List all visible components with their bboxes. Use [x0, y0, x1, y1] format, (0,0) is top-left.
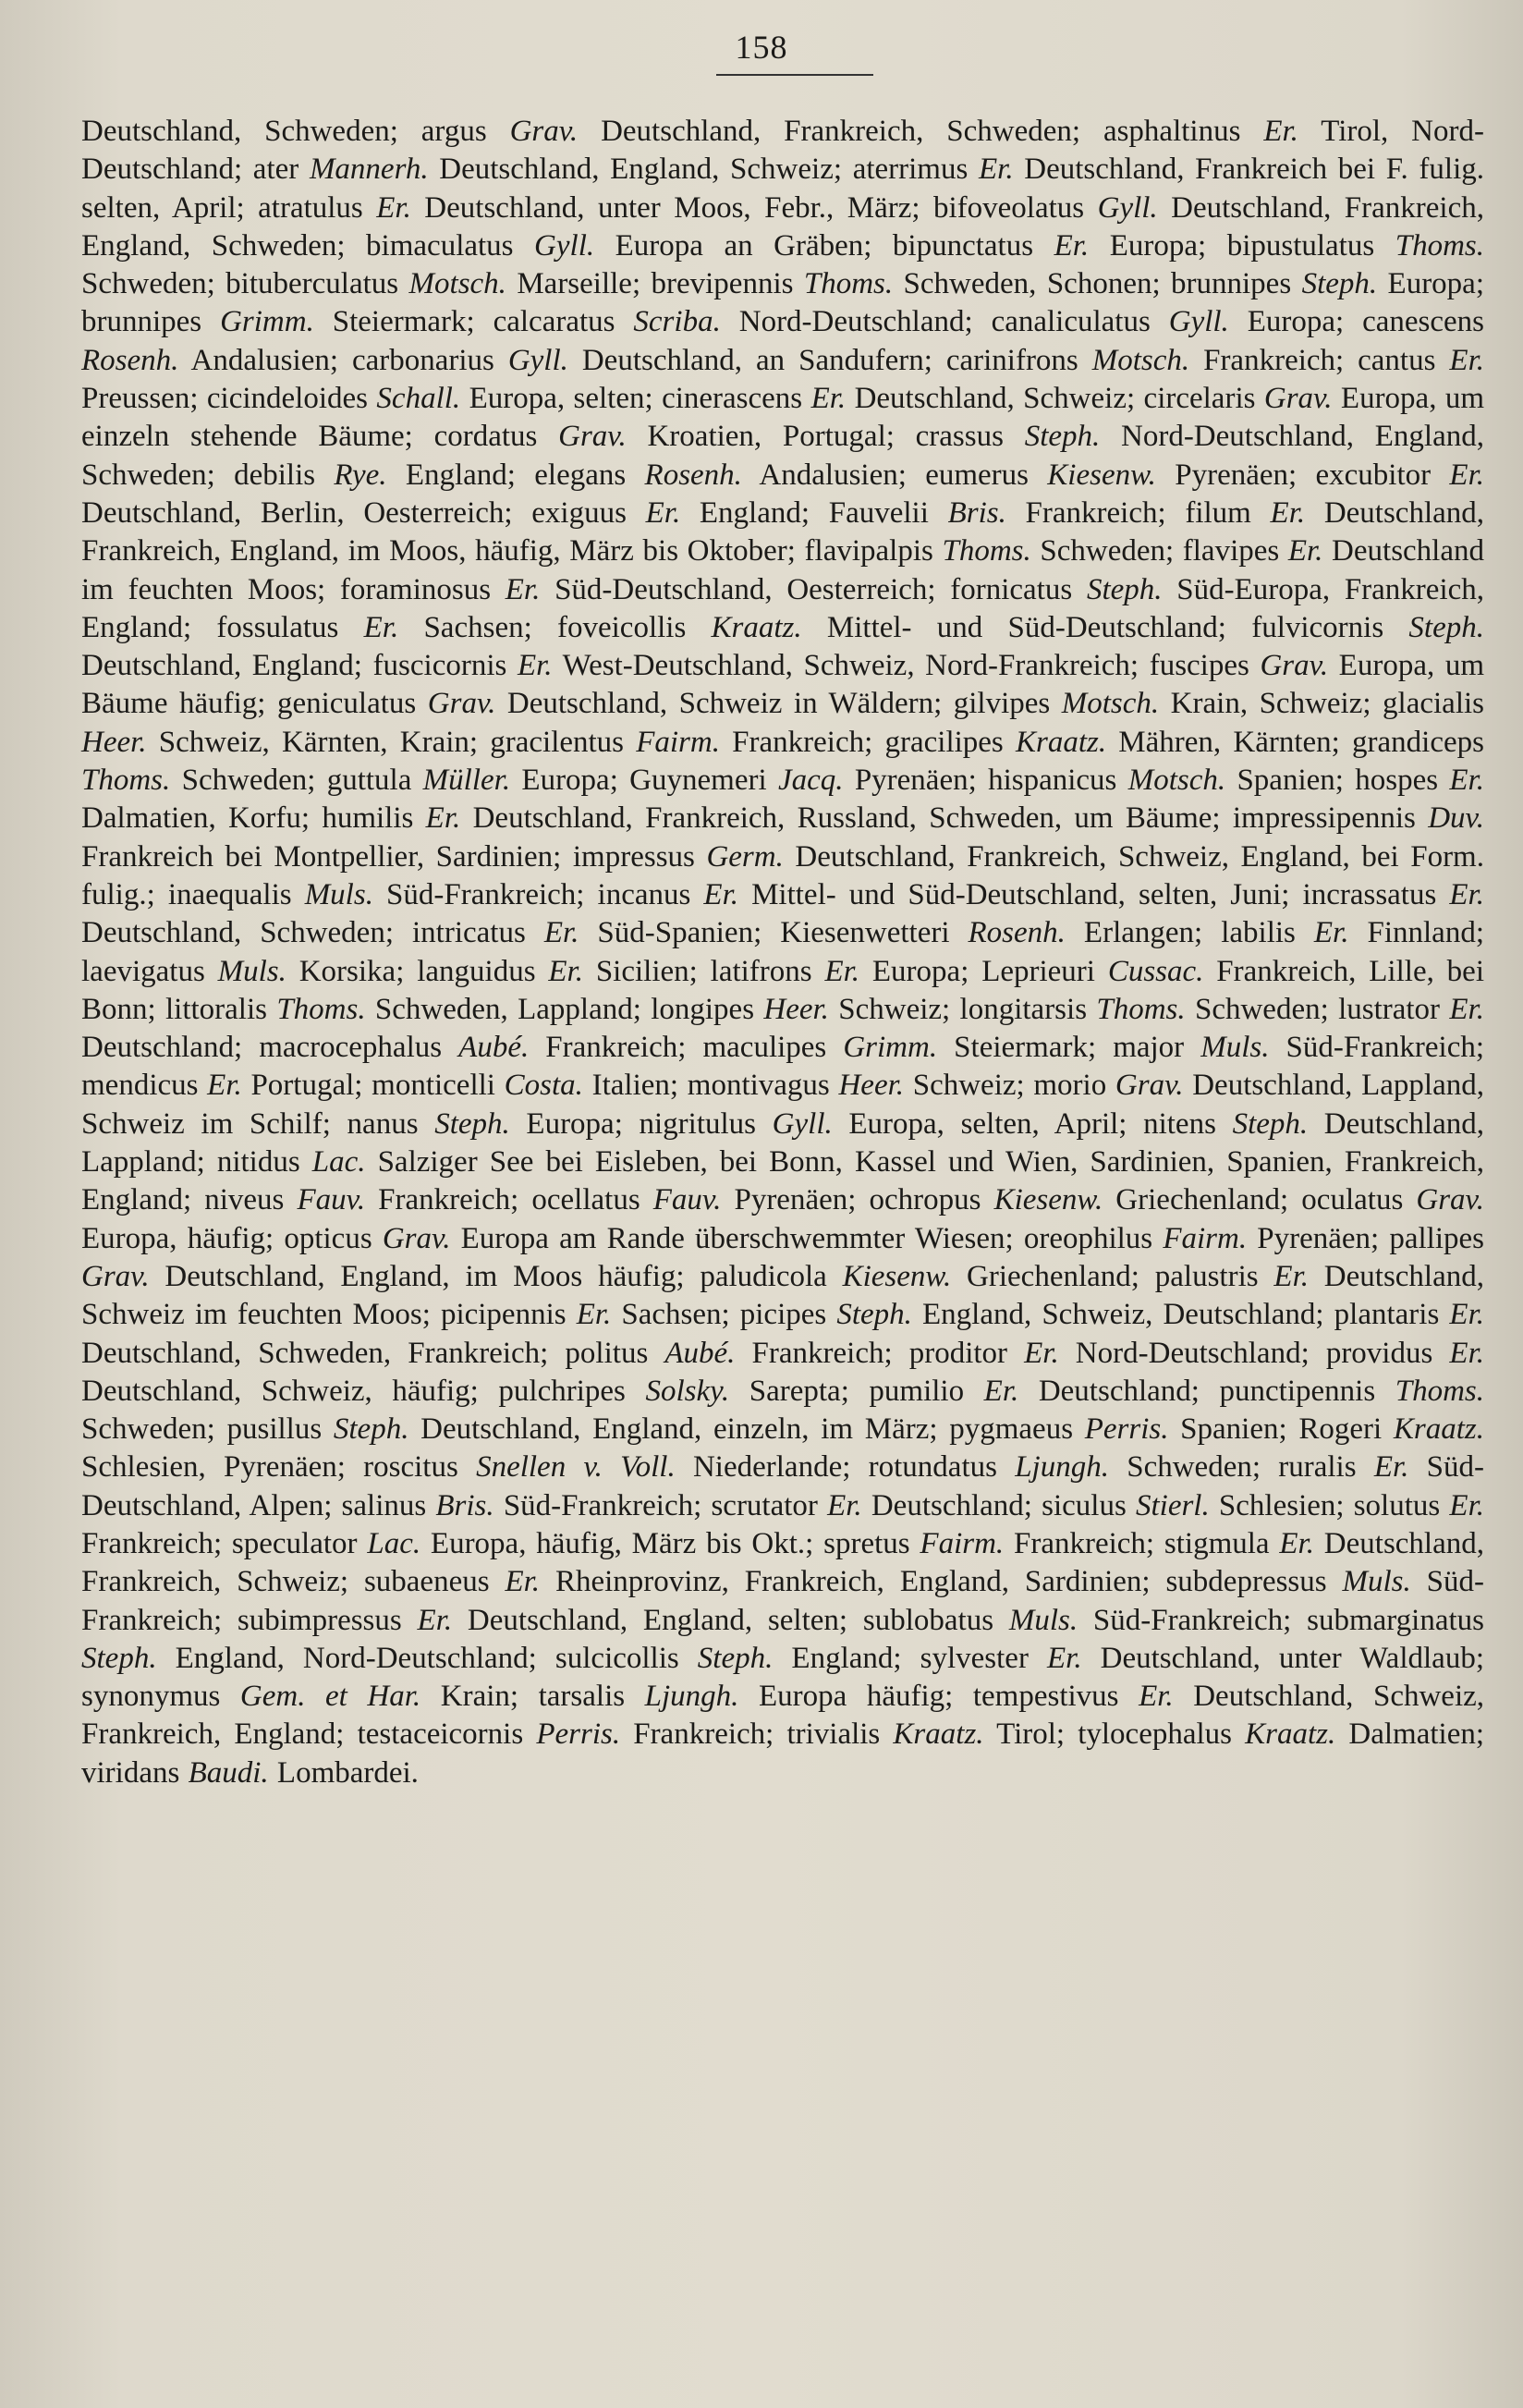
- species-entry-text: Frankreich; gracilipes: [719, 725, 1016, 759]
- author-abbreviation: Grav.: [1260, 649, 1329, 683]
- author-abbreviation: Lac.: [311, 1145, 366, 1180]
- author-abbreviation: Grav.: [1263, 382, 1333, 416]
- species-entry-text: Finnland; laevigatus: [81, 916, 1484, 988]
- species-entry-text: Erlangen; labilis: [1065, 916, 1314, 950]
- author-abbreviation: Steph.: [81, 1641, 157, 1675]
- author-abbreviation: Fairm.: [920, 1526, 1005, 1560]
- species-entry-text: Europa an Gräben; bipunctatus: [594, 228, 1054, 263]
- species-entry-text: Spanien; Rogeri: [1168, 1412, 1394, 1447]
- author-abbreviation: Gyll.: [1168, 305, 1229, 339]
- author-abbreviation: Motsch.: [1061, 687, 1160, 721]
- species-entry-text: Frankreich; ocellatus: [365, 1183, 653, 1217]
- author-abbreviation: Er.: [827, 1488, 862, 1522]
- species-entry-text: Andalusien; eumerus: [741, 458, 1048, 492]
- species-entry-text: Italien; montivagus: [582, 1069, 839, 1103]
- author-abbreviation: Er.: [1449, 764, 1484, 798]
- species-entry-text: Deutschland, Schweiz, häufig; pulchripes: [81, 1374, 646, 1408]
- author-abbreviation: Er.: [543, 916, 579, 950]
- author-abbreviation: Er.: [1024, 1336, 1059, 1370]
- species-entry-text: Rheinprovinz, Frankreich, England, Sardinien; subdepressus: [540, 1565, 1343, 1599]
- species-entry-text: Schweden; ruralis: [1108, 1450, 1374, 1485]
- species-entry-text: Nord-Deutschland; providus: [1058, 1336, 1450, 1370]
- author-abbreviation: Er.: [1273, 1259, 1309, 1293]
- species-entry-text: Mähren, Kärnten; grandiceps: [1106, 725, 1484, 759]
- author-abbreviation: Er.: [363, 610, 399, 644]
- species-entry-text: Griechenland; palustris: [951, 1259, 1274, 1293]
- species-entry-text: Griechenland; oculatus: [1103, 1183, 1417, 1217]
- species-entry-text: Deutschland, England; fuscicornis: [81, 649, 518, 683]
- species-entry-text: Europa; Guynemeri: [510, 764, 778, 798]
- author-abbreviation: Mannerh.: [309, 153, 429, 187]
- species-entry-text: Marseille; brevipennis: [506, 267, 804, 301]
- author-abbreviation: Er.: [1047, 1641, 1082, 1675]
- species-entry-text: England; sylvester: [773, 1641, 1047, 1675]
- author-abbreviation: Aubé.: [458, 1031, 530, 1065]
- species-entry-text: Frankreich; filum: [1005, 495, 1271, 530]
- page-number: 158: [735, 29, 788, 66]
- author-abbreviation: Muls.: [1008, 1603, 1078, 1637]
- species-entry-text: Süd-Spanien; Kiesenwetteri: [579, 916, 969, 950]
- species-entry-text: West-Deutschland, Schweiz, Nord-Frankreich; fuscipes: [552, 649, 1261, 683]
- species-entry-text: Sicilien; latifrons: [582, 954, 825, 988]
- species-entry-text: England; elegans: [386, 458, 645, 492]
- species-entry-text: Schweden; lustrator: [1185, 992, 1450, 1026]
- author-abbreviation: Motsch.: [1091, 343, 1190, 377]
- author-abbreviation: Steph.: [1086, 572, 1163, 606]
- author-abbreviation: Er.: [1449, 1298, 1484, 1332]
- author-abbreviation: Perris.: [536, 1717, 621, 1752]
- author-abbreviation: Cussac.: [1107, 954, 1204, 988]
- author-abbreviation: Er.: [979, 153, 1014, 187]
- author-abbreviation: Kraatz.: [1393, 1412, 1484, 1447]
- author-abbreviation: Aubé.: [664, 1336, 736, 1370]
- author-abbreviation: Steph.: [836, 1298, 912, 1332]
- species-entry-text: Europa; nigritulus: [509, 1106, 773, 1141]
- author-abbreviation: Gyll.: [534, 228, 595, 263]
- author-abbreviation: Grav.: [1115, 1069, 1184, 1103]
- species-entry-text: Deutschland, Frankreich, Schweiz; subaeneus: [81, 1526, 1484, 1599]
- species-entry-text: Europa; canescens: [1228, 305, 1485, 339]
- species-entry-text: Pyrenäen; pallipes: [1247, 1221, 1485, 1255]
- author-abbreviation: Motsch.: [408, 267, 506, 301]
- author-abbreviation: Er.: [207, 1069, 242, 1103]
- species-entry-text: Sarepta; pumilio: [729, 1374, 984, 1408]
- author-abbreviation: Gyll.: [1097, 190, 1158, 225]
- species-entry-text: Deutschland, Schweiz im feuchten Moos; picipennis: [81, 1259, 1485, 1332]
- author-abbreviation: Schall.: [376, 382, 461, 416]
- species-entry-text: Sachsen; picipes: [611, 1298, 837, 1332]
- author-abbreviation: Thoms.: [803, 267, 894, 301]
- species-entry-text: Deutschland, Frankreich, Russland, Schweden, um Bäume; impressipennis: [460, 801, 1429, 836]
- species-entry-text: Frankreich, Lille, bei Bonn; littoralis: [81, 954, 1484, 1026]
- species-entry-text: Süd-Frankreich; subimpressus: [81, 1565, 1485, 1637]
- author-abbreviation: Er.: [1449, 992, 1484, 1026]
- author-abbreviation: Rosenh.: [968, 916, 1066, 950]
- author-abbreviation: Jacq.: [777, 764, 844, 798]
- species-entry-text: Süd-Europa, Frankreich, England; fossulatus: [81, 572, 1485, 644]
- species-entry-text: Süd-Deutschland, Oesterreich; fornicatus: [540, 572, 1087, 606]
- species-entry-text: Deutschland, Schweiz in Wäldern; gilvipes: [495, 687, 1062, 721]
- species-entry-text: Pyrenäen; hispanicus: [843, 764, 1128, 798]
- author-abbreviation: Lac.: [367, 1526, 421, 1560]
- species-entry-text: Pyrenäen; ochropus: [721, 1183, 994, 1217]
- author-abbreviation: Er.: [1449, 343, 1484, 377]
- author-abbreviation: Er.: [703, 877, 738, 911]
- author-abbreviation: Er.: [576, 1298, 612, 1332]
- author-abbreviation: Grav.: [558, 420, 627, 454]
- species-entry-text: England; Fauvelii: [680, 495, 948, 530]
- species-entry-text: Schweden, Lappland; longipes: [365, 992, 764, 1026]
- species-entry-text: Pyrenäen; excubitor: [1155, 458, 1450, 492]
- species-entry-text: Europa, um Bäume häufig; geniculatus: [81, 649, 1485, 721]
- species-entry-text: Sachsen; foveicollis: [398, 610, 712, 644]
- species-entry-text: Süd-Frankreich; submarginatus: [1078, 1603, 1484, 1637]
- author-abbreviation: Muls.: [304, 877, 373, 911]
- author-abbreviation: Muls.: [1342, 1565, 1411, 1599]
- author-abbreviation: Er.: [505, 1565, 541, 1599]
- species-entry-text: Deutschland, England, Schweiz; aterrimus: [428, 153, 979, 187]
- species-entry-text: Deutschland; macrocephalus: [81, 1031, 459, 1065]
- species-entry-text: Frankreich; speculator: [81, 1526, 368, 1560]
- author-abbreviation: Er.: [417, 1603, 453, 1637]
- author-abbreviation: Gyll.: [772, 1106, 833, 1141]
- species-entry-text: Portugal; monticelli: [241, 1069, 505, 1103]
- species-entry-text: Deutschland, Frankreich, Schweden; asphaltinus: [578, 115, 1264, 148]
- author-abbreviation: Er.: [517, 649, 553, 683]
- author-abbreviation: Gyll.: [507, 343, 568, 377]
- author-abbreviation: Fairm.: [636, 725, 720, 759]
- species-entry-text: Nord-Deutschland; canaliculatus: [720, 305, 1169, 339]
- species-entry-text: Krain; tarsalis: [420, 1680, 645, 1714]
- species-entry-text: Europa häufig; tempestivus: [738, 1680, 1139, 1714]
- author-abbreviation: Grav.: [382, 1221, 451, 1255]
- species-entry-text: Schweiz; longitarsis: [828, 992, 1097, 1026]
- author-abbreviation: Thoms.: [1395, 228, 1484, 263]
- species-entry-text: Schweden; pusillus: [81, 1412, 334, 1447]
- author-abbreviation: Er.: [1287, 534, 1323, 568]
- author-abbreviation: Er.: [1270, 495, 1306, 530]
- author-abbreviation: Thoms.: [942, 534, 1031, 568]
- author-abbreviation: Er.: [505, 572, 541, 606]
- species-entry-text: Deutschland, unter Moos, Febr., März; bifoveolatus: [410, 190, 1098, 225]
- author-abbreviation: Er.: [983, 1374, 1019, 1408]
- author-abbreviation: Stierl.: [1135, 1488, 1210, 1522]
- species-entry-text: Europa, selten; cinerascens: [460, 382, 811, 416]
- species-entry-text: Deutschland, Schweiz, Frankreich, England; testaceicornis: [81, 1680, 1485, 1752]
- species-entry-text: Dalmatien; viridans: [81, 1717, 1485, 1790]
- author-abbreviation: Er.: [645, 495, 681, 530]
- author-abbreviation: Ljungh.: [1015, 1450, 1109, 1485]
- species-entry-text: Europa, häufig, März bis Okt.; spretus: [420, 1526, 920, 1560]
- species-entry-text: Deutschland, Frankreich, Schweiz, England, bei Form. fulig.; inaequalis: [81, 839, 1484, 911]
- species-list-paragraph: [81, 113, 1484, 1792]
- author-abbreviation: Rosenh.: [644, 458, 742, 492]
- author-abbreviation: Thoms.: [81, 764, 171, 798]
- author-abbreviation: Heer.: [81, 725, 147, 759]
- species-entry-text: Schweiz; morio: [904, 1069, 1115, 1103]
- species-entry-text: England, Nord-Deutschland; sulcicollis: [156, 1641, 698, 1675]
- species-entry-text: Europa; Leprieuri: [859, 954, 1108, 988]
- species-entry-text: Schweden; guttula: [170, 764, 423, 798]
- author-abbreviation: Duv.: [1428, 801, 1484, 836]
- author-abbreviation: Steph.: [1301, 267, 1378, 301]
- author-abbreviation: Muls.: [1200, 1031, 1270, 1065]
- author-abbreviation: Fairm.: [1163, 1221, 1248, 1255]
- species-entry-text: Europa, häufig; opticus: [81, 1221, 383, 1255]
- author-abbreviation: Thoms.: [276, 992, 366, 1026]
- species-entry-text: Deutschland, England, im Moos häufig; paludicola: [149, 1259, 843, 1293]
- species-entry-text: Frankreich; cantus: [1189, 343, 1450, 377]
- species-entry-text: Deutschland; punctipennis: [1018, 1374, 1395, 1408]
- species-entry-text: Niederlande; rotundatus: [675, 1450, 1016, 1485]
- author-abbreviation: Snellen v. Voll.: [476, 1450, 676, 1485]
- author-abbreviation: Heer.: [838, 1069, 905, 1103]
- species-entry-text: Deutschland, unter Waldlaub; synonymus: [81, 1641, 1484, 1714]
- header-rule: [716, 74, 873, 76]
- author-abbreviation: Er.: [1054, 228, 1090, 263]
- author-abbreviation: Steph.: [434, 1106, 510, 1141]
- species-entry-text: Schlesien; solutus: [1209, 1488, 1450, 1522]
- author-abbreviation: Baudi.: [188, 1755, 269, 1790]
- author-abbreviation: Scriba.: [633, 305, 721, 339]
- species-entry-text: Deutschland, Frankreich, England, im Moos, häufig, März bis Oktober; flavipalpis: [81, 495, 1485, 568]
- author-abbreviation: Müller.: [422, 764, 511, 798]
- author-abbreviation: Grav.: [509, 115, 579, 148]
- species-entry-text: Deutschland im feuchten Moos; foraminosus: [81, 534, 1484, 606]
- author-abbreviation: Rye.: [334, 458, 387, 492]
- author-abbreviation: Er.: [1449, 877, 1484, 911]
- species-entry-text: Deutschland, Schweden, Frankreich; politus: [81, 1336, 665, 1370]
- species-entry-text: Dalmatien, Korfu; humilis: [81, 801, 426, 836]
- author-abbreviation: Grav.: [81, 1259, 150, 1293]
- author-abbreviation: Bris.: [435, 1488, 494, 1522]
- author-abbreviation: Rosenh.: [81, 343, 179, 377]
- species-entry-text: Deutschland, England, selten; sublobatus: [452, 1603, 1009, 1637]
- species-entry-text: Deutschland, Frankreich bei F. fulig. selten, April; atratulus: [81, 153, 1484, 225]
- species-entry-text: Frankreich; stigmula: [1004, 1526, 1280, 1560]
- species-entry-text: Korsika; languidus: [286, 954, 549, 988]
- species-entry-text: Europa am Rande überschwemmter Wiesen; oreophilus: [450, 1221, 1164, 1255]
- species-entry-text: Deutschland, England, einzeln, im März; pygmaeus: [408, 1412, 1085, 1447]
- species-entry-text: Deutschland, Schweden; argus: [81, 115, 510, 148]
- species-entry-text: Krain, Schweiz; glacialis: [1159, 687, 1484, 721]
- species-entry-text: Preussen; cicindeloides: [81, 382, 377, 416]
- author-abbreviation: Grav.: [1416, 1183, 1484, 1217]
- author-abbreviation: Kraatz.: [893, 1717, 984, 1752]
- author-abbreviation: Perris.: [1084, 1412, 1169, 1447]
- author-abbreviation: Er.: [1313, 916, 1349, 950]
- author-abbreviation: Steph.: [333, 1412, 409, 1447]
- species-entry-text: Kroatien, Portugal; crassus: [626, 420, 1025, 454]
- author-abbreviation: Er.: [1139, 1680, 1174, 1714]
- author-abbreviation: Kraatz.: [1015, 725, 1107, 759]
- species-entry-text: Steiermark; calcaratus: [313, 305, 634, 339]
- species-entry-text: Lombardei.: [268, 1755, 419, 1790]
- species-entry-text: Europa, selten, April; nitens: [832, 1106, 1233, 1141]
- author-abbreviation: Kiesenw.: [993, 1183, 1103, 1217]
- species-entry-text: Nord-Deutschland, England, Schweden; debilis: [81, 420, 1484, 492]
- species-entry-text: Süd-Frankreich; scrutator: [493, 1488, 828, 1522]
- author-abbreviation: Er.: [1449, 1488, 1485, 1522]
- species-entry-text: Schweiz, Kärnten, Krain; gracilentus: [146, 725, 637, 759]
- species-entry-text: Deutschland, Berlin, Oesterreich; exiguus: [81, 495, 646, 530]
- author-abbreviation: Er.: [376, 190, 411, 225]
- author-abbreviation: Er.: [1449, 1336, 1484, 1370]
- author-abbreviation: Fauv.: [652, 1183, 722, 1217]
- species-entry-text: England, Schweiz, Deutschland; plantaris: [911, 1298, 1450, 1332]
- species-entry-text: Deutschland, Lappland, Schweiz im Schilf; nanus: [81, 1069, 1484, 1141]
- species-entry-text: Mittel- und Süd-Deutschland, selten, Juni; incrassatus: [738, 877, 1450, 911]
- species-entry-text: Tirol, Nord-Deutschland; ater: [81, 115, 1484, 187]
- author-abbreviation: Germ.: [706, 839, 784, 874]
- author-abbreviation: Steph.: [697, 1641, 774, 1675]
- author-abbreviation: Motsch.: [1127, 764, 1226, 798]
- author-abbreviation: Er.: [1449, 458, 1485, 492]
- species-entry-text: Deutschland, Schweiz; circelaris: [846, 382, 1264, 416]
- author-abbreviation: Kiesenw.: [1047, 458, 1156, 492]
- author-abbreviation: Steph.: [1232, 1106, 1309, 1141]
- species-entry-text: Tirol; tylocephalus: [983, 1717, 1246, 1752]
- species-entry-text: Süd-Frankreich; mendicus: [81, 1031, 1485, 1103]
- species-entry-text: Schweden; flavipes: [1030, 534, 1288, 568]
- species-entry-text: Mittel- und Süd-Deutschland; fulvicornis: [801, 610, 1409, 644]
- author-abbreviation: Er.: [548, 954, 583, 988]
- species-entry-text: Süd-Deutschland, Alpen; salinus: [81, 1450, 1485, 1522]
- author-abbreviation: Thoms.: [1395, 1374, 1485, 1408]
- author-abbreviation: Thoms.: [1096, 992, 1186, 1026]
- species-entry-text: Schweden, Schonen; brunnipes: [893, 267, 1302, 301]
- author-abbreviation: Solsky.: [645, 1374, 730, 1408]
- species-entry-text: Frankreich; trivialis: [620, 1717, 894, 1752]
- author-abbreviation: Kraatz.: [1245, 1717, 1336, 1752]
- species-entry-text: Salziger See bei Eisleben, bei Bonn, Kassel und Wien, Sardinien, Spanien, Frankreich, England; niveus: [81, 1145, 1485, 1217]
- author-abbreviation: Grav.: [427, 687, 496, 721]
- author-abbreviation: Ljungh.: [644, 1680, 739, 1714]
- author-abbreviation: Er.: [425, 801, 461, 836]
- author-abbreviation: Grimm.: [220, 305, 314, 339]
- species-entry-text: Europa; brunnipes: [81, 267, 1484, 339]
- author-abbreviation: Er.: [824, 954, 860, 988]
- author-abbreviation: Er.: [810, 382, 847, 416]
- species-entry-text: Schweden; bituberculatus: [81, 267, 409, 301]
- species-entry-text: Deutschland, Lappland; nitidus: [81, 1106, 1485, 1180]
- species-entry-text: Spanien; hospes: [1225, 764, 1450, 798]
- species-entry-text: Steiermark; major: [937, 1031, 1201, 1065]
- species-entry-text: Frankreich bei Montpellier, Sardinien; impressus: [81, 839, 707, 874]
- species-entry-text: Europa; bipustulatus: [1089, 228, 1395, 263]
- author-abbreviation: Grimm.: [843, 1031, 938, 1065]
- species-entry-text: Deutschland, an Sandufern; carinifrons: [567, 343, 1092, 377]
- species-entry-text: Süd-Frankreich; incanus: [372, 877, 704, 911]
- species-entry-text: Andalusien; carbonarius: [178, 343, 508, 377]
- author-abbreviation: Bris.: [947, 495, 1006, 530]
- species-entry-text: Europa, um einzeln stehende Bäume; cordatus: [81, 382, 1485, 454]
- author-abbreviation: Muls.: [217, 954, 286, 988]
- species-entry-text: Frankreich; proditor: [735, 1336, 1025, 1370]
- author-abbreviation: Kraatz.: [711, 610, 802, 644]
- author-abbreviation: Costa.: [504, 1069, 583, 1103]
- author-abbreviation: Gem. et Har.: [239, 1680, 421, 1714]
- species-entry-text: Deutschland, Schweden; intricatus: [81, 916, 544, 950]
- author-abbreviation: Kiesenw.: [842, 1259, 952, 1293]
- author-abbreviation: Er.: [1373, 1450, 1409, 1485]
- author-abbreviation: Er.: [1279, 1526, 1314, 1560]
- author-abbreviation: Fauv.: [297, 1183, 366, 1217]
- species-entry-text: Deutschland; siculus: [861, 1488, 1136, 1522]
- author-abbreviation: Er.: [1263, 115, 1298, 148]
- species-entry-text: Schlesien, Pyrenäen; roscitus: [81, 1450, 477, 1485]
- species-entry-text: Deutschland, Frankreich, England, Schweden; bimaculatus: [81, 190, 1484, 263]
- species-entry-text: Frankreich; maculipes: [529, 1031, 844, 1065]
- author-abbreviation: Steph.: [1024, 420, 1101, 454]
- author-abbreviation: Heer.: [763, 992, 829, 1026]
- author-abbreviation: Steph.: [1408, 610, 1484, 644]
